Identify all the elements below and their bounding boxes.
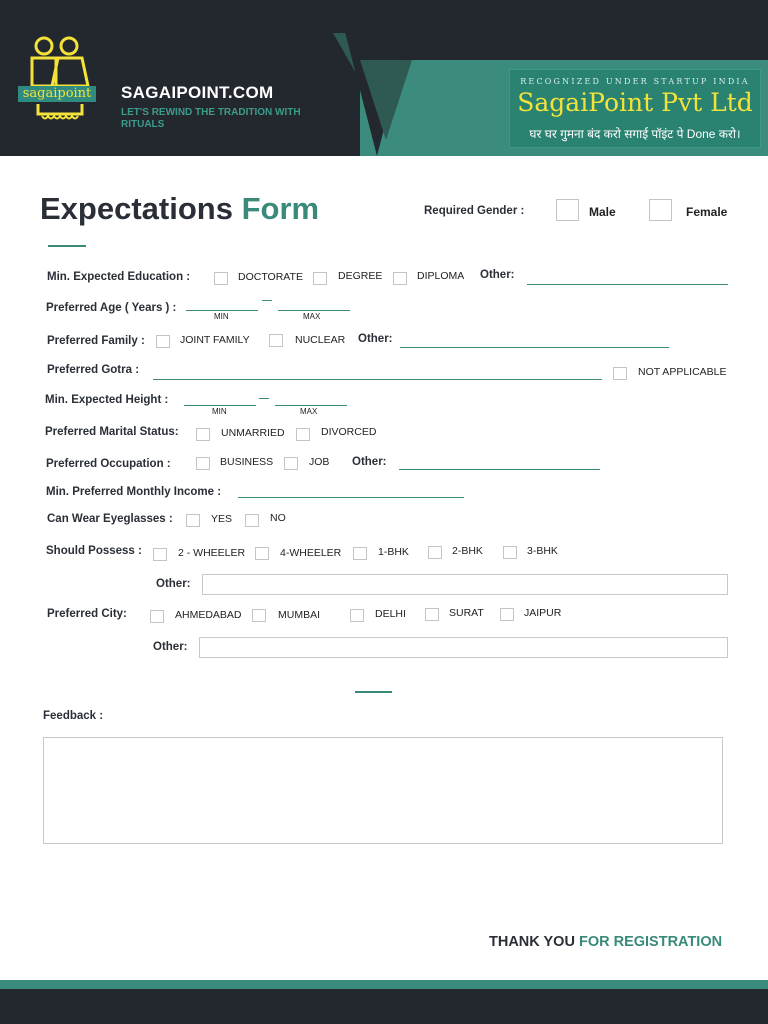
city-ahmedabad-label: AHMEDABAD xyxy=(175,609,242,621)
height-max-caption: MAX xyxy=(300,407,318,416)
header-triangle-decoration xyxy=(360,60,412,140)
gender-female-label: Female xyxy=(686,205,728,219)
age-max-caption: MAX xyxy=(303,312,321,321)
age-min-field[interactable] xyxy=(186,310,258,311)
city-mumbai-label: MUMBAI xyxy=(278,609,320,621)
gender-male-label: Male xyxy=(589,205,616,219)
education-label: Min. Expected Education : xyxy=(47,271,191,283)
education-other-label: Other: xyxy=(480,269,515,281)
marital-divorced-label: DIVORCED xyxy=(321,426,377,438)
logo-text: sagaipoint xyxy=(18,86,96,102)
title-underline xyxy=(48,245,86,247)
height-range-dash xyxy=(259,398,269,399)
gender-label: Required Gender : xyxy=(424,205,525,217)
badge-slogan: घर घर गुमना बंद करो सगाई पॉइंट पे Done करो। xyxy=(529,127,741,141)
age-label: Preferred Age ( Years ) : xyxy=(46,302,177,314)
gotra-field[interactable] xyxy=(153,379,602,380)
section-divider xyxy=(355,691,392,693)
possess-1bhk-label: 1-BHK xyxy=(378,546,409,558)
city-jaipur-checkbox[interactable] xyxy=(500,608,514,621)
gender-female-checkbox[interactable] xyxy=(649,199,672,221)
city-other-input[interactable] xyxy=(199,637,728,658)
possess-other-label: Other: xyxy=(156,578,191,590)
company-badge xyxy=(509,69,761,148)
possess-4wheeler-label: 4-WHEELER xyxy=(280,547,342,559)
occupation-job-checkbox[interactable] xyxy=(284,457,298,470)
eyeglasses-no-label: NO xyxy=(270,512,286,524)
possess-2bhk-checkbox[interactable] xyxy=(428,546,442,559)
family-other-field[interactable] xyxy=(400,347,669,348)
family-nuclear-label: NUCLEAR xyxy=(295,334,346,346)
city-other-label: Other: xyxy=(153,641,188,653)
city-mumbai-checkbox[interactable] xyxy=(252,609,266,622)
family-joint-label: JOINT FAMILY xyxy=(180,334,250,346)
income-label: Min. Preferred Monthly Income : xyxy=(46,486,222,498)
gotra-not-applicable-label: NOT APPLICABLE xyxy=(638,366,727,378)
height-max-field[interactable] xyxy=(275,405,347,406)
education-degree-label: DEGREE xyxy=(338,270,383,282)
page-footer xyxy=(0,989,768,1024)
occupation-job-label: JOB xyxy=(309,456,330,468)
city-ahmedabad-checkbox[interactable] xyxy=(150,610,164,623)
occupation-other-field[interactable] xyxy=(399,469,600,470)
possess-1bhk-checkbox[interactable] xyxy=(353,547,367,560)
possess-4wheeler-checkbox[interactable] xyxy=(255,547,269,560)
marital-unmarried-label: UNMARRIED xyxy=(221,427,285,439)
education-diploma-label: DIPLOMA xyxy=(417,270,465,282)
couple-logo-icon xyxy=(14,36,104,126)
occupation-other-label: Other: xyxy=(352,456,387,468)
site-name[interactable]: SAGAIPOINT.COM xyxy=(121,83,274,102)
gotra-label: Preferred Gotra : xyxy=(47,364,140,376)
eyeglasses-yes-checkbox[interactable] xyxy=(186,514,200,527)
thanks-accent: FOR REGISTRATION xyxy=(578,934,723,950)
badge-company-name: SagaiPoint Pvt Ltd xyxy=(517,88,753,117)
age-max-field[interactable] xyxy=(278,310,350,311)
page-title xyxy=(40,191,319,227)
possess-2wheeler-checkbox[interactable] xyxy=(153,548,167,561)
marital-unmarried-checkbox[interactable] xyxy=(196,428,210,441)
education-doctorate-checkbox[interactable] xyxy=(214,272,228,285)
education-other-field[interactable] xyxy=(527,284,728,285)
footer-green-band xyxy=(0,980,768,989)
gotra-not-applicable-checkbox[interactable] xyxy=(613,367,627,380)
gender-male-checkbox[interactable] xyxy=(556,199,579,221)
city-surat-checkbox[interactable] xyxy=(425,608,439,621)
possess-label: Should Possess : xyxy=(46,545,142,557)
family-joint-checkbox[interactable] xyxy=(156,335,170,348)
family-label: Preferred Family : xyxy=(47,335,145,347)
page-header xyxy=(0,0,768,156)
family-nuclear-checkbox[interactable] xyxy=(269,334,283,347)
thank-you-message xyxy=(489,934,722,950)
possess-3bhk-label: 3-BHK xyxy=(527,545,558,557)
feedback-textarea[interactable] xyxy=(43,737,723,844)
city-surat-label: SURAT xyxy=(449,607,484,619)
possess-2bhk-label: 2-BHK xyxy=(452,545,483,557)
eyeglasses-label: Can Wear Eyeglasses : xyxy=(47,513,173,525)
occupation-business-label: BUSINESS xyxy=(220,456,274,468)
thanks-text: THANK YOU xyxy=(489,934,575,950)
age-range-dash xyxy=(262,300,272,301)
city-jaipur-label: JAIPUR xyxy=(524,607,562,619)
possess-3bhk-checkbox[interactable] xyxy=(503,546,517,559)
site-tagline: LET'S REWIND THE TRADITION WITH RITUALS xyxy=(121,107,301,130)
marital-label: Preferred Marital Status: xyxy=(45,426,179,438)
badge-recognition: RECOGNIZED UNDER STARTUP INDIA xyxy=(520,77,750,86)
income-field[interactable] xyxy=(238,497,464,498)
height-label: Min. Expected Height : xyxy=(45,394,169,406)
marital-divorced-checkbox[interactable] xyxy=(296,428,310,441)
height-min-field[interactable] xyxy=(184,405,256,406)
possess-2wheeler-label: 2 - WHEELER xyxy=(178,547,246,559)
family-other-label: Other: xyxy=(358,333,393,345)
feedback-label: Feedback : xyxy=(43,710,104,722)
eyeglasses-no-checkbox[interactable] xyxy=(245,514,259,527)
title-main: Expectations xyxy=(40,191,233,226)
city-delhi-label: DELHI xyxy=(375,608,406,620)
city-label: Preferred City: xyxy=(47,608,127,620)
education-degree-checkbox[interactable] xyxy=(313,272,327,285)
height-min-caption: MIN xyxy=(212,407,227,416)
city-delhi-checkbox[interactable] xyxy=(350,609,364,622)
title-accent: Form xyxy=(241,191,320,226)
occupation-label: Preferred Occupation : xyxy=(46,458,171,470)
education-doctorate-label: DOCTORATE xyxy=(238,271,303,283)
age-min-caption: MIN xyxy=(214,312,229,321)
occupation-business-checkbox[interactable] xyxy=(196,457,210,470)
eyeglasses-yes-label: YES xyxy=(211,513,233,525)
education-diploma-checkbox[interactable] xyxy=(393,272,407,285)
possess-other-input[interactable] xyxy=(202,574,728,595)
